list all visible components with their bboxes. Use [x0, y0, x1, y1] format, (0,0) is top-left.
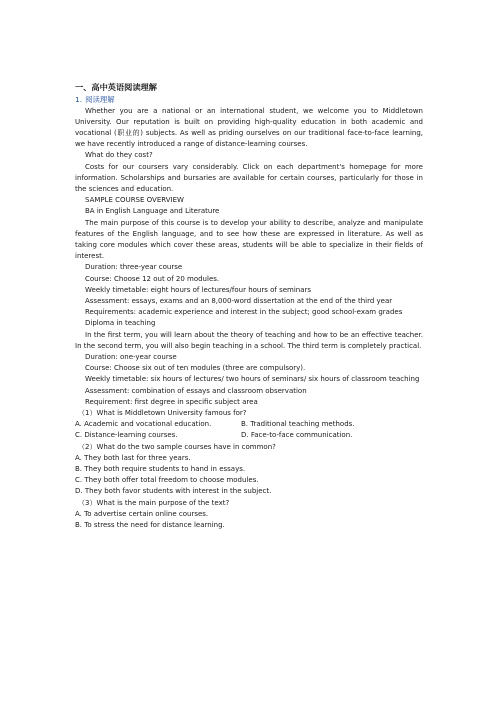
question-3-option-a: A. To advertise certain online courses.	[75, 509, 209, 518]
passage-intro: Whether you are a national or an international student, we welcome you to Middletown University. Our reputation is built on providing high-quality education in both academic and vocational (职业的) subjects. As well as priding ourselves on our traditional face-to-face learning, we have recently introduced a range of distance-learning courses.	[75, 106, 423, 149]
course-1-duration: Duration: three-year course	[85, 263, 183, 272]
course-2-title: Diploma in teaching	[85, 319, 156, 328]
section-title: 一、高中英语阅读理解	[75, 82, 157, 92]
question-2-option-b: B. They both require students to hand in essays.	[75, 465, 246, 473]
question-2-stem: （2）What do the two sample courses have in common?	[78, 442, 276, 451]
question-2-option-d: D. They both favor students with interest in the subject.	[75, 487, 272, 496]
course-1-timetable: Weekly timetable: eight hours of lectures/four hours of seminars	[85, 285, 312, 294]
question-1-options-row-1	[75, 419, 423, 430]
course-1-course: Course: Choose 12 out of 20 modules.	[85, 274, 220, 283]
question-2-option-a: A. They both last for three years.	[75, 453, 191, 462]
course-1-description: The main purpose of this course is to develop your ability to describe, analyze and manipulate features of the English language, and to see how these are expressed in literature. As well as taking core modules which cover these areas, students will be able to specialize in their fields of interest.	[75, 218, 423, 261]
course-1-title: BA in English Language and Literature	[85, 207, 220, 216]
course-2-description: In the first term, you will learn about the theory of teaching and how to be an effective teacher. In the second term, you will also begin teaching in a school. The third term is completely practical.	[75, 330, 423, 350]
passage-cost-answer: Costs for our coursers vary considerably. Click on each department's homepage for more information. Scholarships and bursaries are available for certain courses, particularly for those in the sciences and education.	[75, 162, 423, 193]
question-1-option-c: C. Distance-learning courses.	[75, 431, 178, 440]
question-1-option-a: A. Academic and vocational education.	[75, 420, 212, 429]
passage-cost-question: What do they cost?	[85, 151, 153, 160]
item-title: 阅读理解	[85, 95, 115, 104]
sample-overview-title: SAMPLE COURSE OVERVIEW	[85, 196, 184, 205]
course-1-assessment: Assessment: essays, exams and an 8,000-word dissertation at the end of the third year	[85, 296, 393, 305]
question-1-stem: （1）What is Middletown University famous for?	[78, 408, 247, 417]
item-number: 1.	[75, 95, 83, 104]
question-3-option-b: B. To stress the need for distance learning.	[75, 521, 225, 530]
course-2-course: Course: Choose six out of ten modules (three are compulsory).	[85, 364, 306, 373]
course-2-requirement: Requirement: first degree in specific subject area	[85, 397, 258, 406]
item-heading	[75, 94, 423, 106]
course-2-duration: Duration: one-year course	[85, 352, 177, 361]
question-1-option-d: D. Face-to-face communication.	[241, 431, 353, 440]
question-1-option-b: B. Traditional teaching methods.	[241, 420, 355, 429]
question-2-option-c: C. They both offer total freedom to choose modules.	[75, 476, 259, 485]
question-3-stem: （3）What is the main purpose of the text?	[78, 498, 230, 507]
document-content	[75, 81, 423, 531]
course-2-timetable: Weekly timetable: six hours of lectures/ two hours of seminars/ six hours of classroom teaching	[85, 375, 420, 384]
question-1-options-row-2	[75, 430, 423, 441]
course-1-requirements: Requirements: academic experience and interest in the subject; good school-exam grades	[85, 308, 403, 317]
course-2-assessment: Assessment: combination of essays and classroom observation	[85, 386, 307, 395]
